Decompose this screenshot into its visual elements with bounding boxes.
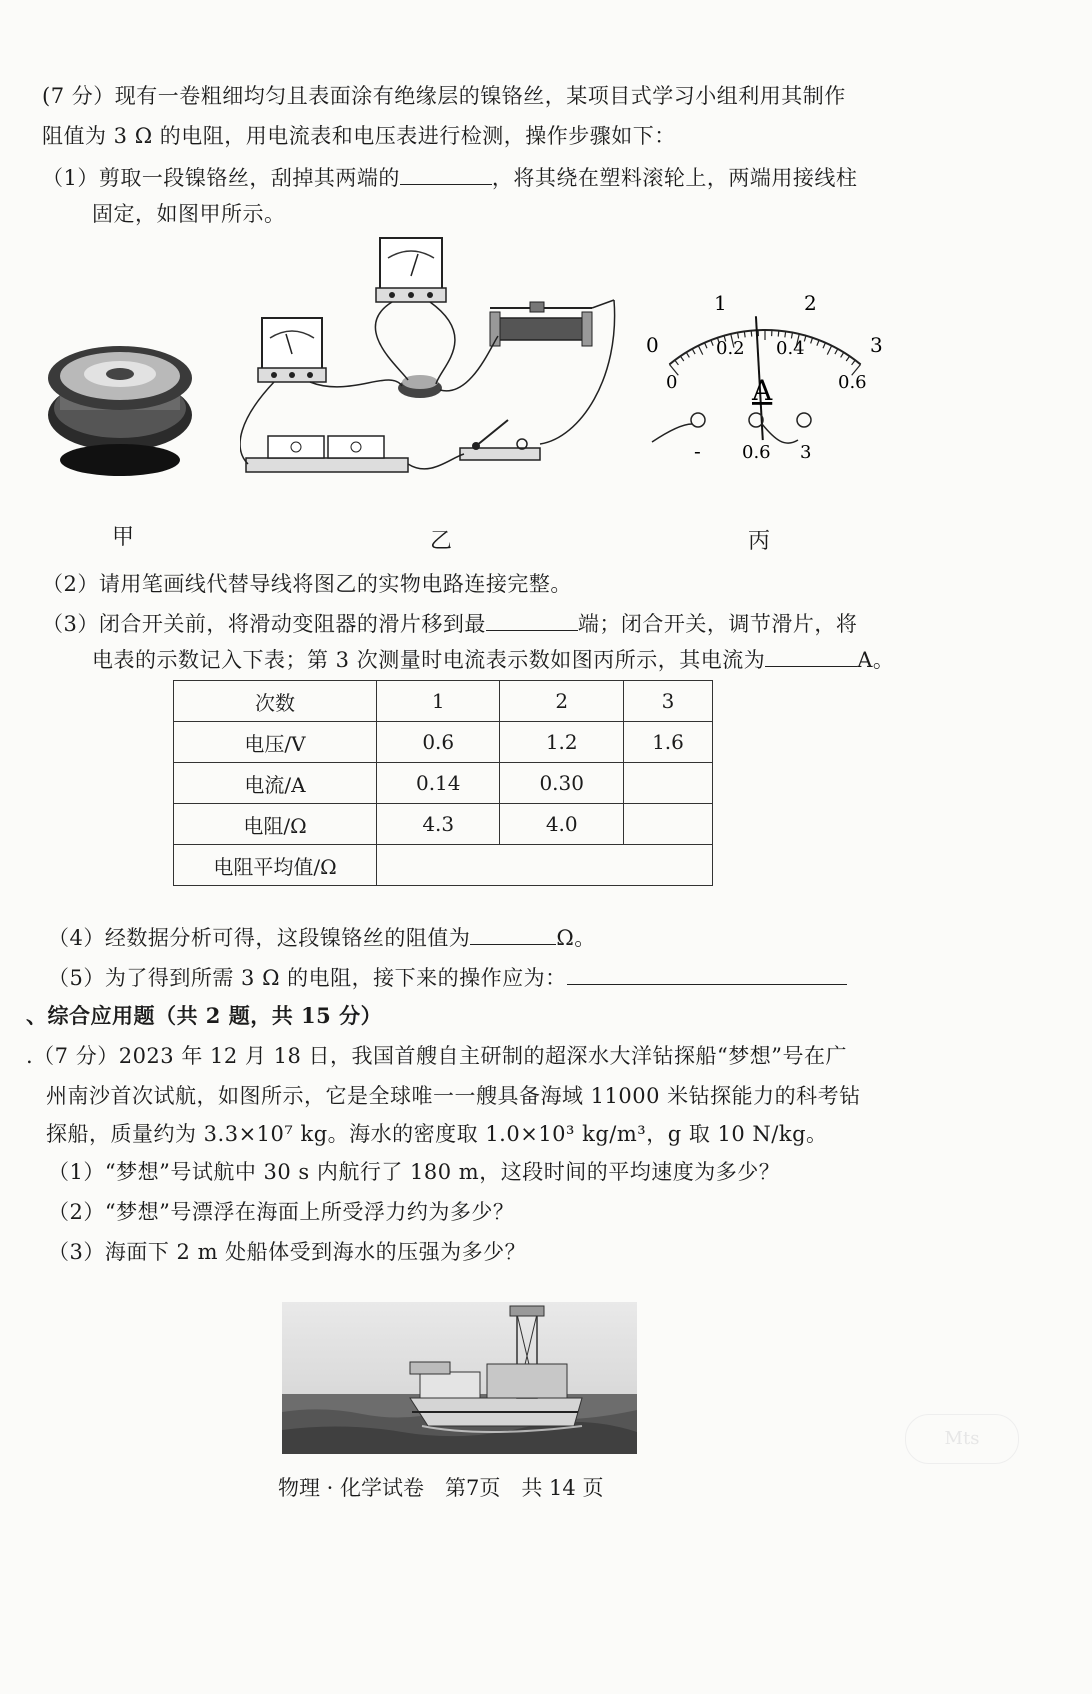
- terminal-label-negative: -: [694, 439, 701, 463]
- q2-part3: （3）海面下 2 m 处船体受到海水的压强为多少？: [48, 1240, 527, 1264]
- table-header-cell: 次数: [174, 681, 377, 722]
- figure-jia-spool: [40, 330, 200, 480]
- rheostat-device: [490, 300, 614, 346]
- answer-blank-4[interactable]: [470, 926, 556, 945]
- dial-tick: [751, 331, 752, 337]
- drill-ship-illustration: [282, 1302, 637, 1454]
- table-header-cell: 3: [623, 681, 712, 722]
- dial-tick: [675, 360, 679, 365]
- terminal-3: [797, 413, 811, 427]
- terminal-label-3: 3: [800, 442, 812, 463]
- dial-tick: [686, 352, 689, 357]
- wire-to-0-6: [762, 424, 798, 443]
- watermark-badge: Mts: [905, 1414, 1019, 1464]
- dial-tick: [811, 338, 813, 344]
- q2-part1: （1）“梦想”号试航中 30 s 内航行了 180 m，这段时间的平均速度为多少？: [48, 1160, 781, 1184]
- figure-bing-label: 丙: [748, 529, 771, 554]
- answer-blank-2[interactable]: [486, 612, 578, 631]
- dial-tick: [827, 346, 831, 355]
- page-footer: 物理 · 化学试卷 第7页 共 14 页: [278, 1476, 604, 1500]
- figure-yi-label: 乙: [430, 529, 453, 554]
- table-row: [174, 804, 713, 845]
- table-cell: 0.30: [500, 763, 623, 804]
- average-cell[interactable]: [377, 845, 713, 886]
- step-3-text-a: （3）闭合开关前，将滑动变阻器的滑片移到最: [42, 612, 486, 636]
- q2-line3: 探船，质量约为 3.3×10⁷ kg。海水的密度取 1.0×10³ kg/m³，g 取 10 N/kg。: [46, 1122, 828, 1146]
- dial-tick: [852, 360, 856, 365]
- dial-tick: [817, 340, 819, 346]
- voltmeter-device: [376, 238, 446, 302]
- dial-tick: [841, 352, 844, 357]
- table-cell-empty[interactable]: [623, 763, 712, 804]
- step-1-text-c: 固定，如图甲所示。: [92, 202, 286, 226]
- wire-spool-small: [398, 375, 442, 398]
- step-1-line: [42, 162, 857, 192]
- table-header-cell: 1: [377, 681, 500, 722]
- dial-bottom-label-2: 0.4: [776, 338, 805, 359]
- dial-tick: [778, 331, 779, 337]
- dial-tick: [744, 331, 745, 337]
- switch-device: [460, 420, 540, 460]
- dial-top-label-0: 0: [646, 333, 659, 357]
- answer-blank-1[interactable]: [400, 166, 492, 185]
- figure-jia-label: 甲: [112, 525, 135, 550]
- section-heading: 、综合应用题（共 2 题，共 15 分）: [26, 1003, 383, 1028]
- dial-tick: [835, 349, 838, 354]
- step-2-text: （2）请用笔画线代替导线将图乙的实物电路连接完整。: [42, 572, 572, 596]
- dial-tick: [711, 340, 713, 346]
- table-cell: 4.3: [377, 804, 500, 845]
- step-4-line: [48, 922, 596, 952]
- table-cell: 0.6: [377, 722, 500, 763]
- answer-blank-3[interactable]: [765, 648, 857, 667]
- step-5-line: [48, 962, 847, 992]
- row-label: 电压/V: [174, 722, 377, 763]
- dial-tick: [692, 349, 695, 354]
- dial-bottom-label-3: 0.6: [838, 372, 867, 393]
- q2-part2: （2）“梦想”号漂浮在海面上所受浮力约为多少？: [48, 1200, 515, 1224]
- dial-bottom-label-1: 0.2: [716, 338, 745, 359]
- table-row-average: [174, 845, 713, 886]
- question-intro-line1: (7 分）现有一卷粗细均匀且表面涂有绝缘层的镍铬丝，某项目式学习小组利用其制作: [42, 84, 846, 108]
- table-header-cell: 2: [500, 681, 623, 722]
- dial-top-label-3: 3: [870, 333, 883, 357]
- table-cell: 4.0: [500, 804, 623, 845]
- battery-box: [246, 436, 408, 472]
- q2-line1: .（7 分）2023 年 12 月 18 日，我国首艘自主研制的超深水大洋钻探船“梦想”号在广: [26, 1044, 847, 1068]
- step-3-text-d: A。: [857, 648, 895, 672]
- step-4-text-b: Ω。: [556, 926, 596, 950]
- step-3-text-b: 端；闭合开关，调节滑片，将: [577, 612, 858, 636]
- dial-ticks: [669, 330, 860, 375]
- answer-blank-5[interactable]: [567, 966, 847, 985]
- step-3-line: [42, 608, 857, 638]
- terminal-label-0-6: 0.6: [742, 442, 771, 463]
- q2-line2: 州南沙首次试航，如图所示，它是全球唯一一艘具备海域 11000 米钻探能力的科考钻: [46, 1084, 861, 1108]
- question-intro-line2: 阻值为 3 Ω 的电阻，用电流表和电压表进行检测，操作步骤如下：: [42, 124, 676, 148]
- dial-bottom-label-0: 0: [666, 372, 678, 393]
- step-5-text: （5）为了得到所需 3 Ω 的电阻，接下来的操作应为：: [48, 966, 567, 990]
- figure-yi-circuit: [240, 228, 640, 508]
- step-4-text-a: （4）经数据分析可得，这段镍铬丝的阻值为: [48, 926, 471, 950]
- row-label: 电阻平均值/Ω: [174, 845, 377, 886]
- terminal-negative: [691, 413, 705, 427]
- dial-tick: [705, 343, 707, 348]
- dial-tick: [846, 356, 849, 361]
- dial-tick: [823, 343, 825, 348]
- table-row: [174, 763, 713, 804]
- wire-to-negative: [652, 424, 692, 442]
- dial-top-label-2: 2: [804, 291, 817, 315]
- step-1-text-a: （1）剪取一段镍铬丝，刮掉其两端的: [42, 166, 400, 190]
- table-cell-empty[interactable]: [623, 804, 712, 845]
- table-cell: 1.2: [500, 722, 623, 763]
- dial-tick: [698, 346, 702, 355]
- row-label: 电流/A: [174, 763, 377, 804]
- table-cell: 0.14: [377, 763, 500, 804]
- data-table: [173, 680, 713, 886]
- table-row: [174, 722, 713, 763]
- row-label: 电阻/Ω: [174, 804, 377, 845]
- step-3-text-c: 电表的示数记入下表；第 3 次测量时电流表示数如图丙所示，其电流为: [92, 648, 766, 672]
- table-header-row: [174, 681, 713, 722]
- ship-photo: [282, 1302, 637, 1454]
- step-3-line-2: [92, 644, 894, 674]
- dial-tick: [680, 356, 683, 361]
- dial-tick: [785, 331, 786, 337]
- ammeter-device: [258, 318, 326, 382]
- table-cell: 1.6: [623, 722, 712, 763]
- dial-unit-label: A: [752, 374, 773, 407]
- step-1-text-b: ，将其绕在塑料滚轮上，两端用接线柱: [491, 166, 858, 190]
- figure-bing-ammeter-dial: [640, 290, 890, 490]
- dial-top-label-1: 1: [714, 291, 727, 315]
